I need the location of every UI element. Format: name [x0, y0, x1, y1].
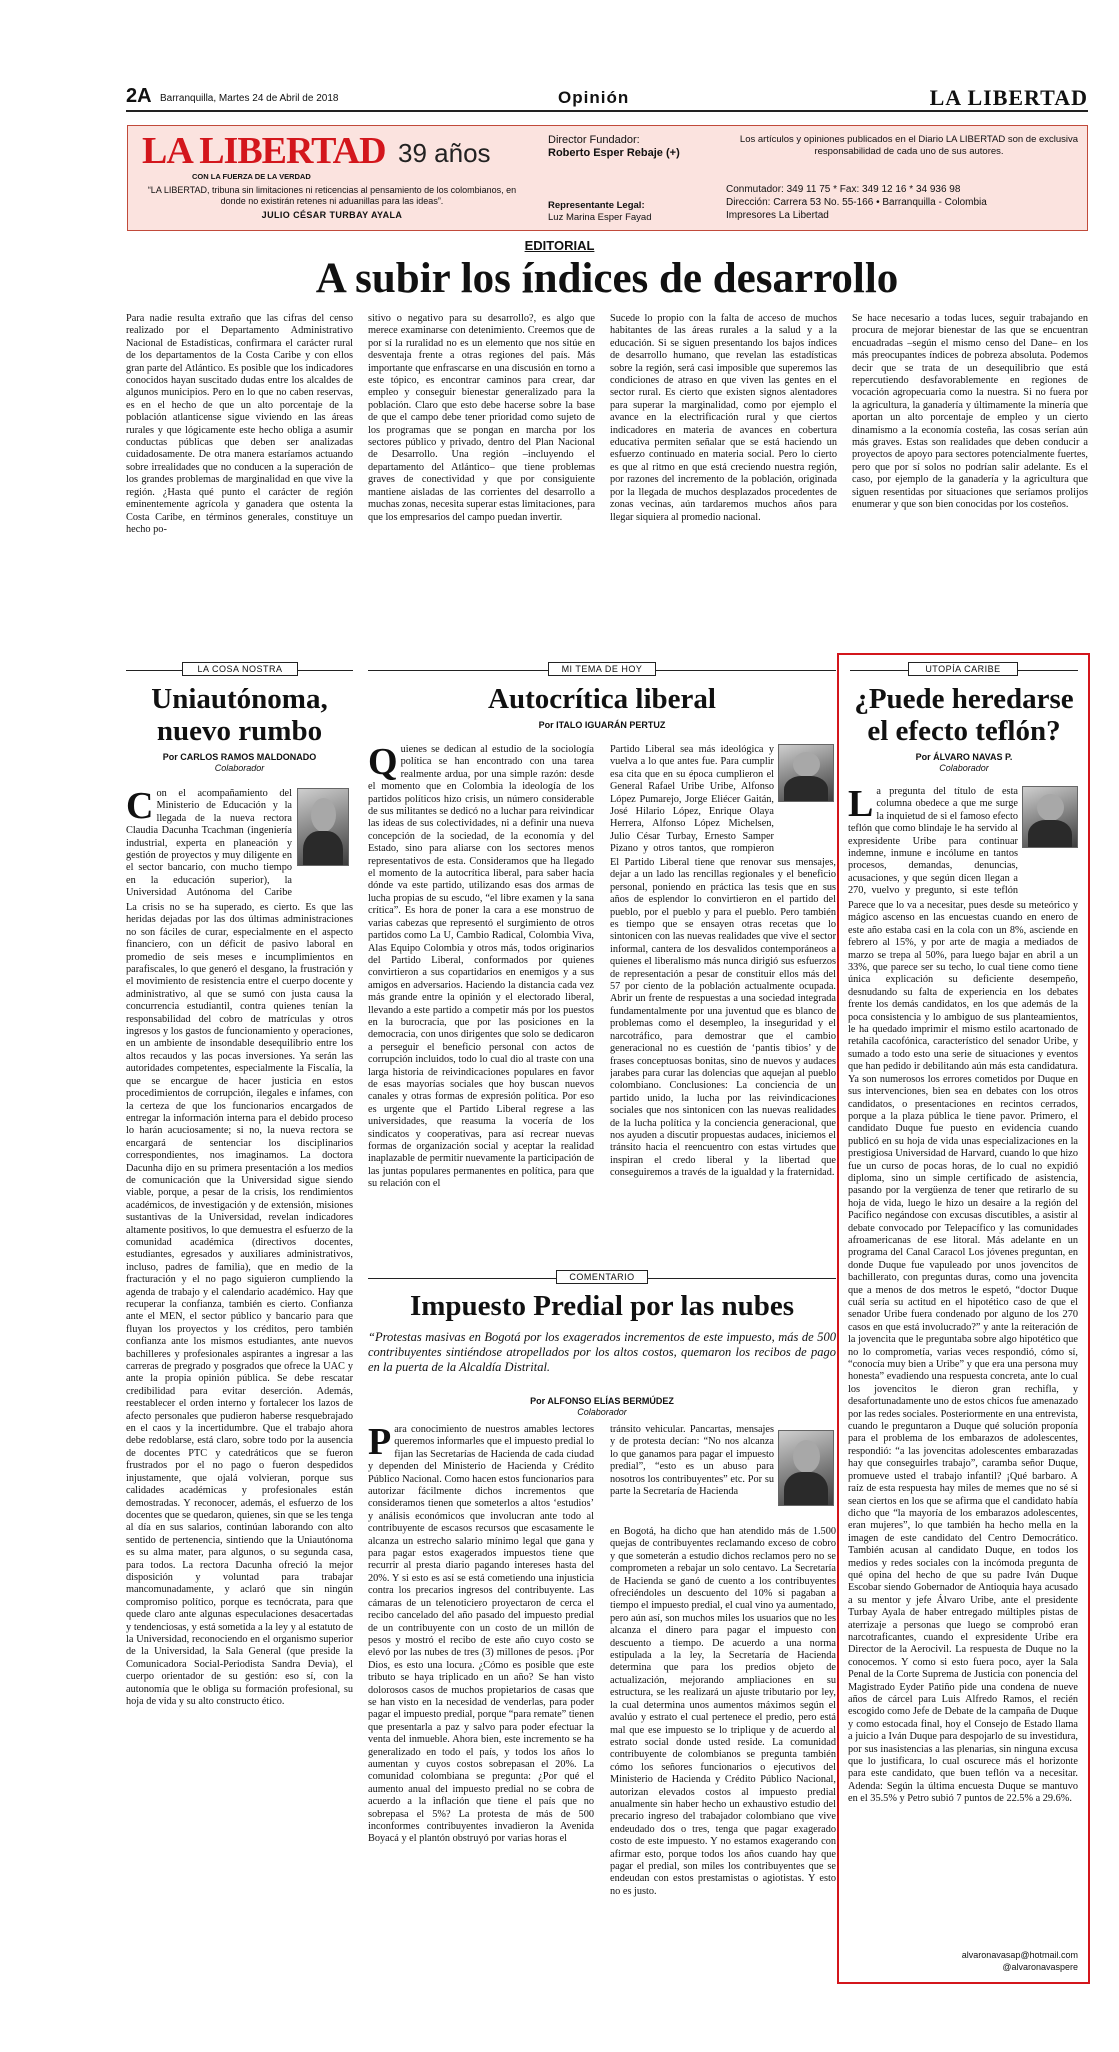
date-line: Barranquilla, Martes 24 de Abril de 2018 [160, 93, 339, 104]
comentario-lead: “Protestas masivas en Bogotá por los exagerados incrementos de este impuesto, más de 500 contribuyentes sintiéndose atropellados por los altos costos, quemaron los recibos de pago en la puerta de la Alcaldía Distrital. [368, 1330, 836, 1374]
mid-col-a-text: uienes se dedican al estudio de la sociología política se han encontrado con una tarea realmente ardua, por una simple razón: desde el momento que en Colombia la ideología de los partidos políticos hizo crisis, un número considerable de sus militantes se dedicó no a luchar para reivindicar las ideas de sus colectividades, ni a definir una nueva concepción de la sociedad, de la economía y del Estado, sino para aliarse con los sectores menos representativos de esta. Consideramos que ha llegado el momento de la autocrítica liberal, para saber hacia dónde va este partido, utilizando esas dos armas de lucha propias de su escudo, “el libre examen y la sana crítica”. Es hora de poner la cara a ese monstruo de varias cabezas que representó el surgimiento de otros partidos como La U, Cambio Radical, Colombia Viva, Alas Equipo Colombia y otros más, todos originarios del Partido Liberal, conformados por quienes convirtieron a sus copartidarios en enemigos y a sus amigos en adversarios. Haciendo la distancia cada vez más grande entre la opinión y el electorado liberal, llevando a este partido a competir más por los puestos en la burocracia, que por las posiciones en la democracia, con unos dirigentes que solo se dedicaron a perseguir el beneficio personal con actos de corrupción incluidos, todo lo cual dio al traste con una larga historia de reivindicaciones populares en favor de esas mayorías sociales que hoy buscan nuevos canales y otras formas de expresión política. Por eso es urgente que el Partido Liberal regrese a las universidades, que reasuma la vocería de los sindicatos y cooperativas, para así recrear nuevas formas de organización social y aceptar la realidad inaplazable de permitir nuevamente la participación de las juntas populares permanentes en política, para que su relación con el [368, 744, 594, 1190]
kicker-left: LA COSA NOSTRA [182, 662, 298, 676]
comentario-author-role: Colaborador [577, 1407, 627, 1417]
author-photo-navas [1022, 786, 1078, 848]
comentario-col-b: en Bogotá, ha dicho que han atendido más de 1.500 quejas de contribuyentes reclamando exceso de cobro y que someterán a estudio dichos reclamos pero no se comprometen a rebajar un solo centavo. La Secretaría de Hacienda se ganó de cuento a los contribuyentes ofreciéndoles un descuento del 10% si pagaban a tiempo el impuesto predial, el cual vino ya aumentado, pero aún así, son muchos miles los usuarios que no les alcanza el dinero para pagar el impuesto con descuento a tiempo. De acuerdo a una norma estipulada a la ley, la Secretaría de Hacienda determina que para los predios objeto de actualización, mejorando ampliaciones en su estructura, se les realizará un ajuste tributario por ley, la cual determina unos aumentos máximos según el avalúo y estrato el cual pertenece el predio, pero está mal que ese impuesto se lo triplique y de acuerdo al estrato social donde usted reside. La comunidad contribuyente de colombianos se pregunta también cómo los señores funcionarios o ejecutivos del Ministerio de Hacienda y Crédito Público Nacional, autorizan elevados costos al impuesto predial anualmente sin haber hecho un exhaustivo estudio del precario ingreso del trabajador colombiano que vive endeudado dos o tres, tenga que pagar exagerado costo de este impuesto. Y no estamos exagerando con afirmar esto, porque todos los años cuando hay que pagar el predial, son miles los contribuyentes que se endeudan con estos prestamistas o agiotistas. Y esto no es justo. [610, 1526, 836, 1897]
section-title: Opinión [558, 88, 630, 107]
author-photo-ramos [297, 788, 349, 866]
mid-title: Autocrítica liberal [488, 683, 716, 715]
kicker-right: UTOPÍA CARIBE [908, 662, 1018, 676]
right-title: ¿Puede heredarse el efecto teflón? [854, 683, 1074, 747]
masthead-phones: Conmutador: 349 11 75 * Fax: 349 12 16 * 34 936 98 [726, 184, 961, 195]
comentario-author-name: Por ALFONSO ELÍAS BERMÚDEZ [530, 1396, 674, 1406]
legal-label: Representante Legal: [548, 200, 645, 211]
legal-name: Luz Marina Esper Fayad [548, 212, 652, 223]
quote-author: JULIO CÉSAR TURBAY AYALA [261, 210, 403, 220]
masthead-disclaimer: Los artículos y opiniones publicados en el Diario LA LIBERTAD son de exclusiva responsabilidad de cada uno de sus autores. [739, 134, 1079, 157]
left-lead [126, 788, 292, 900]
masthead-logo: LA LIBERTAD [142, 130, 386, 172]
left-dropcap: C [126, 788, 154, 827]
right-lead [848, 786, 1018, 898]
editorial-kicker: EDITORIAL [524, 238, 595, 253]
right-lead-text: a pregunta del título de esta columna obedece a que me surge la inquietud de si el famoso efecto teflón que como blindaje le ha servido al expresidente Uribe para continuar indemne, inmune e incólume en tantos procesos, demandas, denuncias, acusaciones, y que según dicen llegan a 270, vuelvo y pregunto, si este teflón [848, 786, 1018, 897]
founder-label: Director Fundador: [548, 134, 640, 146]
masthead [127, 125, 1088, 231]
page-header [126, 83, 1088, 111]
masthead-address: Dirección: Carrera 53 No. 55-166 • Barranquilla - Colombia [726, 197, 987, 208]
right-author-role: Colaborador [939, 763, 989, 773]
comentario-dropcap: P [368, 1424, 392, 1463]
author-photo-iguaran [778, 744, 834, 802]
left-author [126, 752, 353, 774]
masthead-tagline: CON LA FUERZA DE LA VERDAD [192, 172, 311, 181]
left-author-name: Por CARLOS RAMOS MALDONADO [162, 752, 317, 762]
mid-dropcap: Q [368, 744, 398, 783]
right-body: Parece que lo va a necesitar, pues desde su meteórico y mágico ascenso en las encuestas cuando en enero de este año estaba casi en la cola con un 8%, asciende en febrero al 15%, y por arte de magia a mediados de marzo se trepa al 50%, para luego bajar en abril a un 33%, que parece ser su techo, lo cual tiene como tiene única explicación su deficiente desempeño, desnudando su falta de experiencia en los debates frente los demás candidatos, en los que además de la poca consistencia y lo ambiguo de sus planteamientos, le ha quedado imprimir el mismo estilo acartonado de retahíla cacofónica, característico del senador Uribe, y sumado a todo esto una serie de situaciones y eventos que han pedido ir debilitando aún más esta candidatura. Ya son numerosos los errores cometidos por Duque en sus intervenciones, bien sea en debates con los otros candidatos, o presentaciones en recintos cerrados, porque a la plaza pública le tiene pavor. Primero, el candidato Duque fue puesto en evidencia cuando publicó en su hoja de vida unas especializaciones en la prestigiosa Universidad de Harvard, cuando lo que hizo fue un curso de pocas horas, de lo cual no expidió diploma, sino un simple certificado de asistencia, pasando por la vergüenza de tener que retirarlo de su hoja de vida, luego le hizo un desaire a la región del Pacífico negándose con excusas discutibles, a asistir al debate convocado por Telepacífico y las comunidades afroamericanas de ese litoral. Más adelante en un programa del Canal Caracol Los jóvenes preguntan, en donde Duque fue vapuleado por unos jovencitos de bachillerato, con preguntas duras, como una jovencita que a menos de dos metros le espetó, “doctor Duque cuál sería su actitud en el hipotético caso de que el senador Uribe fuera condenado por alguno de los 270 casos en que está involucrado?” y ante la reiteración de la jovencita que le preguntaba sobre algo hipotético que no lo comprometía, varias veces respondió, cómo sí, “conocía muy bien a Uribe” y que era una persona muy honesta” evadiendo una respuesta concreta, ante lo cual los jovencitos le dieron gran rechifla, y desafortunadamente uno de estos chicos fue amenazado por las redes sociales. Posteriormente en una entrevista, cuando le preguntaron a Duque qué solución proponía para el problema de los embarazos de adolescentes, respondió: “a las jovencitas adolescentes embarazadas hay que conseguirles trabajo”, caramba señor Duque, promueve usted el trabajo infantil? ¡Qué barbaro. A raíz de esta respuesta hay miles de memes que no sé si sean ciertos en los que se afirma que el candidato había dicho que “la mayoría de los embarazos adolescentes, eran mujeres”, lo que también ha hecho mella en la imagen de este candidato del Centro Democrático. También acusan al candidato Duque, en todos los medios y redes sociales con la incómoda pregunta de qué opina del hecho de que su padre Iván Duque Escobar siendo Gobernador de Antioquia haya acusado a su mentor y jefe Álvaro Uribe, ante el presidente Turbay Ayala de haber entregado múltiples pistas de aterrizaje a personas que luego se comprobó eran narcotraficantes, cuando el expresidente Uribe era Director de la Aerocivil. La respuesta de Duque no la conocemos. Y como si esto fuera poco, ayer la Sala Penal de la Corte Suprema de Justicia con ponencia del Magistrado Eyder Patiño pide una condena de nueve años de cárcel para Luis Alfredo Ramos, el recién escogido como Jefe de Debate de la campaña de Duque y como estocada final, hoy el Consejo de Estado llama a juicio a Iván Duque para despojarlo de su investidura, por sus inasistencias a las plenarias, sin ninguna excusa que lo justificara, lo cual oscurece más el horizonte para este candidato, que buen teflón va a necesitar. Adenda: Según la última encuesta Duque se mantuvo en el 35.5% y Petro subió 7 puntos de 22.5% a 29.6%. [848, 900, 1078, 1805]
comentario-col-a [368, 1424, 594, 1964]
comentario-col-b-lead: tránsito vehicular. Pancartas, mensajes y de protesta decían: “No nos alcanza lo que ganamos para pagar el impuesto predial”, “esto es un abuso para nosotros los contribuyentes” etc. Por su parte la Secretaría de Hacienda [610, 1424, 774, 1498]
mid-author [368, 720, 836, 731]
page-number: 2A [126, 85, 152, 107]
right-email: alvaronavasap@hotmail.com [961, 1950, 1078, 1960]
comentario-title: Impuesto Predial por las nubes [409, 1290, 795, 1322]
founder-name: Roberto Esper Rebaje (+) [548, 147, 680, 159]
right-twitter: @alvaronavaspere [1002, 1962, 1078, 1972]
editorial-col-3: Sucede lo propio con la falta de acceso de muchos habitantes de las áreas rurales a la salud y a la educación. Si se siguen presentando los bajos índices de desarrollo humano, que revelan las estadísticas sobre la región, será casi imposible que superemos las condiciones de atraso en que viven las gentes en el sector rural. Es cierto que existen signos alentadores para superar la marginalidad, como por ejemplo el avance en la electrificación rural y que ciertos indicadores en materia de avances en cobertura educativa permiten señalar que se está haciendo un esfuerzo continuado en materia social. Pero lo cierto es que al ritmo en que está creciendo nuestra región, por razones del incremento de la población, originada por la llegada de muchos desplazados procedentes de zonas vecinas, aún tardaremos muchos años para llegar siquiera al promedio nacional. [610, 313, 837, 523]
kicker-comentario: COMENTARIO [556, 1270, 648, 1284]
editorial-col-1: Para nadie resulta extraño que las cifras del censo realizado por el Departamento Administrativo Nacional de Estadísticas, confirmara el carácter rural de los departamentos de la Costa Caribe y con ellos gran parte del Atlántico. Es posible que los indicadores conocidos hayan suscitado dudas entre los alcaldes de algunos municipios. Pero en lo que no caben reservas, es en el hecho de que un alto porcentaje de la población atlanticense sigue viviendo en las áreas rurales y que lógicamente este hecho obliga a asumir conductas públicas que deben ser analizadas cuidadosamente. De otra manera estaríamos actuando sobre irrealidades que no conducen a la superación de los grandes problemas de marginalidad en que vive la región. ¿Hasta qué punto el carácter de región eminentemente agrícola y ganadera que ostenta la Costa Caribe, en términos generales, constituye un hecho po- [126, 313, 353, 535]
right-author [848, 752, 1080, 774]
kicker-mid: MI TEMA DE HOY [548, 662, 656, 676]
mid-col-b-lead: Partido Liberal sea más ideológica y vuelva a lo que antes fue. Para cumplir esa cita que en su época cumplieron el General Rafael Uribe Uribe, Alfonso López Pumarejo, Jorge Eliécer Gaitán, José Hilario López, Enrique Olaya Herrera, Alfonso López Michelsen, Julio César Turbay, Ernesto Samper Pizano y otros tantos, que rompieron [610, 744, 774, 855]
author-photo-bermudez [778, 1430, 834, 1506]
right-author-name: Por ÁLVARO NAVAS P. [915, 752, 1013, 762]
header-rule [126, 110, 1088, 112]
editorial-col-2: sitivo o negativo para su desarrollo?, es algo que merece examinarse con detenimiento. Creemos que de por sí la ruralidad no es un elemento que nos sitúe en desventaja frente a otras regiones del país. Más importante que enfrascarse en una discusión en torno a este tópico, es encontrar caminos para crear, dar empleo y conseguir bienestar generalizado para la población. Claro que esto debe hacerse sobre la base de que el campo debe tener prioridad como sujeto de los programas que se pongan en marcha por los sectores público y privado, dentro del Plan Nacional de Desarrollo. Una región –incluyendo el departamento del Atlántico– que tiene problemas graves de conectividad y que por consiguiente mantiene aisladas de las corrientes del desarrollo a muchas zonas, necesita superar estas limitaciones, para que los empresarios del campo puedan invertir. [368, 313, 595, 523]
comentario-author [368, 1396, 836, 1418]
mid-col-b: El Partido Liberal tiene que renovar sus mensajes, dejar a un lado las rencillas regionales y el beneficio personal, poniendo en práctica las tesis que en sus años de esplendor lo convirtieron en el partido del pueblo, por el pueblo y para el pueblo. Pero también es tiempo que se ensayen otras recetas que lo sintonicen con las nuevas realidades que vive el sector informal, cantera de los desvalidos contemporáneos a quienes el liberalismo más nunca dirigió sus esfuerzos de representación a pesar de constituir ellos más del 57 por ciento de la población actualmente ocupada. Abrir un frente de respuestas a una sociedad integrada fundamentalmente por una juventud que es blanco de problemas como el desempleo, la inseguridad y el narcotráfico, para demostrar que el cambio generacional no es cuestión de ‘pantis tibios’ y de frases conceptuosas bonitas, sino de nuevos y audaces jarabes para curar las dolencias que aquejan al pueblo colombiano. Conclusiones: La conciencia de un partido unido, la lucha por las reivindicaciones sociales que nos sintonicen con las nuevas realidades de la lucha política y la conciencia generacional, que nos ayuden a discutir propuestas audaces, iniciemos el tránsito hacia el reencuentro con estas virtudes que inspiran el credo liberal y la libertad que conseguiremos a través de la igualdad y la fraternidad. [610, 857, 836, 1179]
comentario-col-a-text: ara conocimiento de nuestros amables lectores queremos informarles que el impuesto predial lo fijan las Secretarías de Hacienda de cada ciudad y dependen del Ministerio de Hacienda y Crédito Público Nacional. Como hacen estos funcionarios para autorizar fácilmente dichos incrementos que consideramos tienen que someterlos a altos ‘estudios’ y análisis económicos que involucran ante todo al contribuyente de escasos recursos que escasamente le alcanza un estrecho salario mínimo legal que gana y para pagar estos exagerados impuestos tiene que recurrir al presta diario pagando intereses hasta del 20%. Y si esto es así se está cometiendo una injusticia contra los precarios ingresos del contribuyente. Las cámaras de un telenoticiero proyectaron de cerca el recibo cancelado del año pasado del impuesto predial de un contribuyente con un costo de un millón de pesos y mostró el recibo de este año cuyo costo se elevó por las nubes de tres (3) millones de pesos. ¡Por Dios, es esto una locura. ¿Cómo es posible que este tributo se haya triplicado en un año? Se han visto dolorosos casos de muchos propietarios de casas que se han visto en la necesidad de venderlas, para poder pagar el impuesto predial, porque “para remate” tienen que presentarla a paz y salvo para poder efectuar la venta del inmueble. Ahora bien, este incremento se ha generalizado en todo el país, y todos los años lo aumentan y cuyos costos sobrepasan el 20%. La comunidad colombiana se pregunta: ¿Por qué el aumento anual del impuesto predial no se cobra de acuerdo a la inflación que tiene el país que no sobrepasa el 5%? La protesta de más de 500 inconformes contribuyentes invadieron la Avenida Boyacá y el plantón obstruyó por varias horas el [368, 1424, 594, 1845]
left-title: Uniautónoma, nuevo rumbo [151, 683, 328, 747]
paper-name: LA LIBERTAD [929, 85, 1088, 110]
editorial-col-4: Se hace necesario a todas luces, seguir trabajando en procura de mejorar bienestar de las que se encuentran encuadradas –según el mismo censo del Dane– en los más preocupantes índices de pobreza absoluta. Podemos decir que se trata de un desequilibrio que está repercutiendo desfavorablemente en regiones de vocación agropecuaria como la nuestra. Si no fuera por la agricultura, la ganadería y últimamente la minería que aportan un alto porcentaje de empleo y un cierto dinamismo a la economía costeña, las cosas serían aún más graves. Estas son realidades que deben conducir a proyectos de apoyo para sectores potencialmente fuertes, pero que por sí solos no podrían salir adelante. Es el caso, por ejemplo de la ganadería y la agricultura que siguen resentidas por situaciones que seríamos prolijos enumerar y que son bien conocidas por los costeños. [852, 313, 1088, 511]
masthead-printer: Impresores La Libertad [726, 210, 829, 221]
editorial-title: A subir los índices de desarrollo [315, 255, 899, 302]
masthead-years: 39 años [398, 138, 491, 168]
right-dropcap: L [848, 786, 874, 825]
masthead-quote: “LA LIBERTAD, tribuna sin limitaciones ni reticencias al pensamiento de los colombianos, en donde no existirán retenes ni aduanillas para las ideas”. [147, 185, 517, 206]
mid-col-a [368, 744, 594, 1296]
left-body: La crisis no se ha superado, es cierto. Es que las heridas dejadas por las dos últimas administraciones no son fáciles de curar, especialmente en el aspecto financiero, con un déficit de pasivo laboral en promedio de seis meses e incumplimientos en parafiscales, lo que generó el desgano, la frustración y el movimiento de resistencia entre el cuerpo docente y administrativo, al que se sumó con justa causa la concurrencia estudiantil, contra quienes tenían la responsabilidad del cobro de matrículas y otros ingresos y los gastos de funcionamiento y operaciones, en un ambiente de insondable desequilibrio entre los altos recaudos y las pocas inversiones. Ya serán las autoridades competentes, especialmente la Fiscalía, la que se encargue de hacer justicia en estos procedimientos de corrupción, ilegales e infames, con la certeza de que los funcionarios encargados de entregar la información interna para el debido proceso lo harán acuciosamente; si no, la nueva rectora se encargará de sentenciar los disciplinarios correspondientes, nos imaginamos. La doctora Dacunha dijo en su primera presentación a los medios de comunicación que la Universidad sigue siendo viable, porque, a pesar de la crisis, los rendimientos académicos, de investigación y de extensión, misiones sustantivas de la Universidad, revelan indicadores altamente positivos, lo que demuestra el esfuerzo de la comunidad académica (directivos docentes, estudiantes, egresados y auxiliares administrativos, incluso, padres de familia), que en medio de la fracturación y el no pago siguieron cumpliendo la agenda de trabajo y el calendario académico. Hay que recuperar la confianza, también es cierto. Confianza ante el MEN, el sector público y bancario para que fluyan los proyectos y los créditos, pero también confianza ante los mismos estudiantes, ante nuevos bachilleres y profesionales aspirantes a ingresar a las carreras de pregrado y posgrados que ofrece la UAC y ante la propia opinión pública. Se debe rescatar credibilidad para evitar deserción. Además, reestablecer el orden interno y fortalecer los lazos de afecto personales que pudieron haberse resquebrajado en el caos y la incertidumbre. Que el trabajo ahora debe redoblarse, está claro, sobre todo por la ausencia de docentes PTC y catedráticos que se fueron frustrados por el no pago o fueron despedidos injustamente, que ojalá volvieran, porque sus calidades académicas y profesionales están demostradas. Y reconocer, además, el esfuerzo de los docentes que se quedaron, quienes, sin que se les tenga al día en sus salarios, continúan laborando con alto sentido de pertenencia, sintiendo que la Uniautónoma es su alma mater, para algunos, o su segunda casa, para todos. La rectora Dacunha ofreció la mejor disposición y voluntad para trabajar mancomunadamente, y aclaró que sin ningún compromiso político, porque es tecnócrata, para que quede claro ante algunas especulaciones desacertadas y tendenciosas, y está sometida a la ley y al estatuto de la Universidad, reconociendo en el organismo superior de la Universidad, la Sala General (que preside la Comunicadora Social-Periodista Sandra Devia), el cuerpo orientador de su gestión: eso sí, con la autonomía que le obliga su formación profesional, su hoja de vida y su alto constructo ético. [126, 902, 353, 1707]
left-lead-text: on el acompañamiento del Ministerio de Educación y la llegada de la nueva rectora Claudia Dacunha Tcachman (ingeniería industrial, experta en planeación y gestión de proyectos y muy diligente en el sector bancario, con mucho tiempo en la educación superior), la Universidad Autónoma del Caribe [126, 788, 292, 899]
mid-author-name: Por ITALO IGUARÁN PERTUZ [538, 720, 666, 730]
left-author-role: Colaborador [214, 763, 265, 773]
